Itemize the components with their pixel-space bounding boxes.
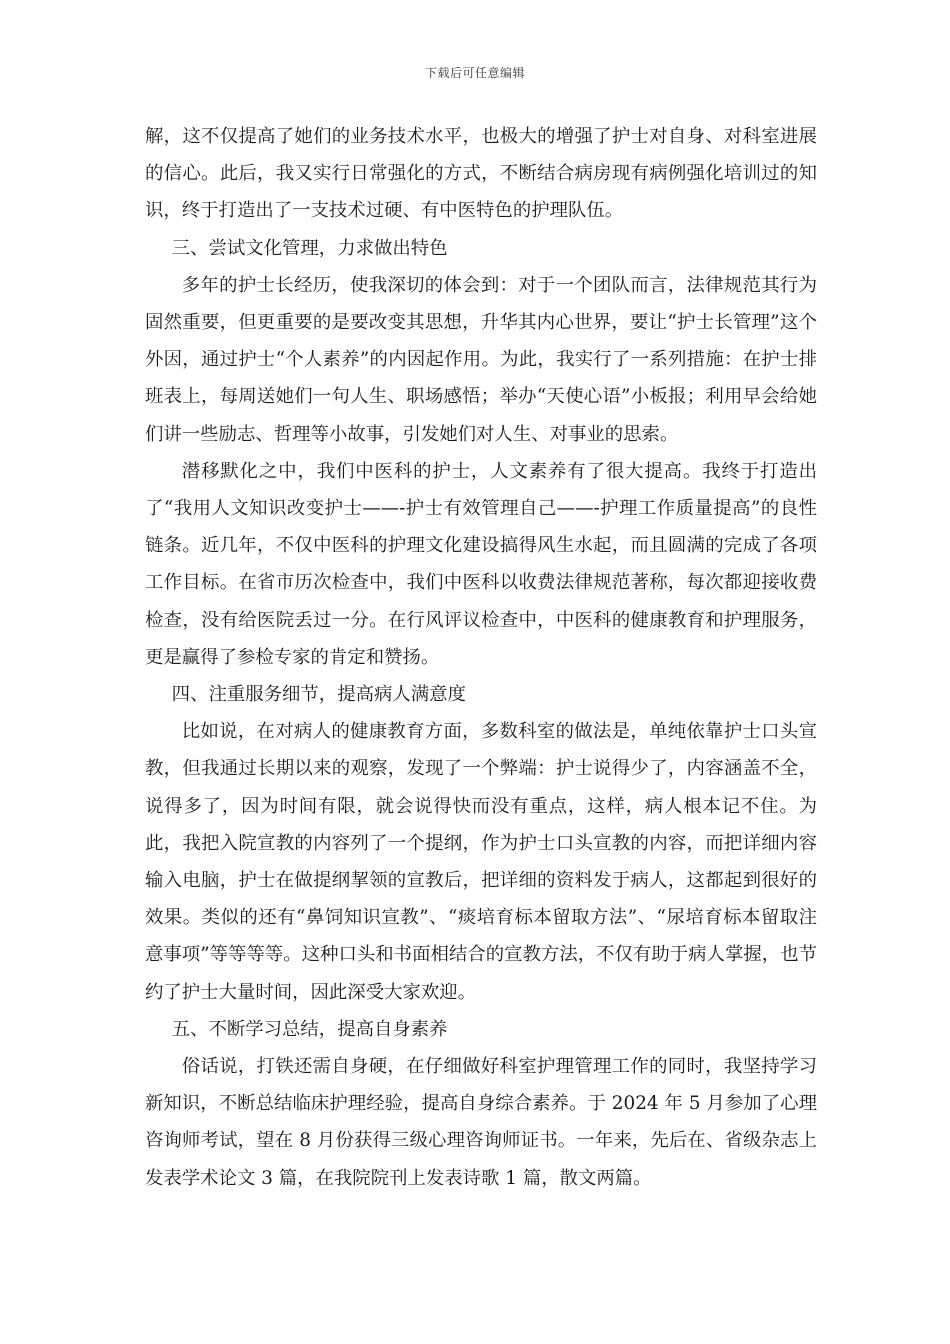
paragraph-culture-management: 多年的护士长经历，使我深切的体会到：对于一个团队而言，法律规范其行为固然重要，但更重要的是要改变其思想，升华其内心世界，要让“护士长管理”这个外因，通过护士“个人素养”的内因起作用。为此，我实行了一系列措施：在护士排班表上，每周送她们一句人生、职场感悟；举办“天使心语”小板报；利用早会给她们讲一些励志、哲理等小故事，引发她们对人生、对事业的思索。 [145, 274, 817, 445]
page-header: 下载后可任意编辑 [424, 66, 525, 80]
section-heading-self-improvement: 五、不断学习总结，提高自身素养 [171, 1018, 448, 1040]
section-heading-service-details: 四、注重服务细节，提高病人满意度 [171, 684, 466, 706]
paragraph-self-improvement: 俗话说，打铁还需自身硬，在仔细做好科室护理管理工作的同时，我坚持学习新知识，不断总结临床护理经验，提高自身综合素养。于 2024 年 5 月参加了心理咨询师考试，望在 8 月份获得三级心理咨询师证书。一年来，先后在、省级杂志上发表学术论文 3 篇，在我院院刊上发表诗歌 1 篇，散文两篇。 [145, 1056, 817, 1189]
paragraph-continuation: 解，这不仅提高了她们的业务技术水平，也极大的增强了护士对自身、对科室进展的信心。此后，我又实行日常强化的方式，不断结合病房现有病例强化培训过的知识，终于打造出了一支技术过硬、有中医特色的护理队伍。 [145, 126, 817, 222]
document-body [145, 118, 817, 1197]
paragraph-humanities-results: 潜移默化之中，我们中医科的护士，人文素养有了很大提高。我终于打造出了“我用人文知识改变护士——-护士有效管理自己——-护理工作质量提高”的良性链条。近几年，不仅中医科的护理文化建设搞得风生水起，而且圆满的完成了各项工作目标。在省市历次检查中，我们中医科以收费法律规范著称，每次都迎接收费检查，没有给医院丢过一分。在行风评议检查中，中医科的健康教育和护理服务，更是赢得了参检专家的肯定和赞扬。 [145, 460, 817, 668]
section-heading-culture-management: 三、尝试文化管理，力求做出特色 [171, 237, 448, 259]
paragraph-health-education: 比如说，在对病人的健康教育方面，多数科室的做法是，单纯依靠护士口头宣教，但我通过长期以来的观察，发现了一个弊端：护士说得少了，内容涵盖不全，说得多了，因为时间有限，就会说得快而没有重点，这样，病人根本记不住。为此，我把入院宣教的内容列了一个提纲，作为护士口头宣教的内容，而把详细内容输入电脑，护士在做提纲挈领的宣教后，把详细的资料发于病人，这都起到很好的效果。类似的还有“鼻饲知识宣教”、“痰培育标本留取方法”、“尿培育标本留取注意事项”等等等等。这种口头和书面相结合的宣教方法，不仅有助于病人掌握，也节约了护士大量时间，因此深受大家欢迎。 [145, 721, 817, 1003]
